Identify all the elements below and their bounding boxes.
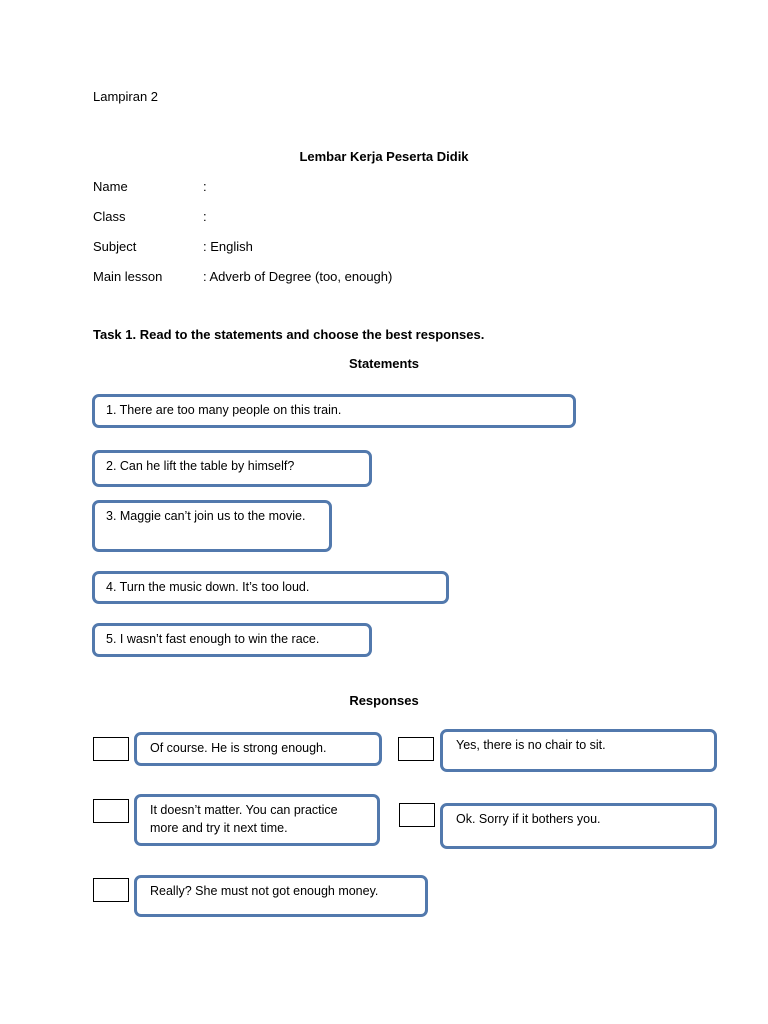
field-value: : (203, 179, 207, 194)
field-value: : English (203, 239, 253, 254)
statement-box: 3. Maggie can’t join us to the movie. (92, 500, 332, 552)
field-label: Name (93, 179, 128, 194)
field-value: : (203, 209, 207, 224)
statement-box: 4. Turn the music down. It’s too loud. (92, 571, 449, 604)
worksheet-title: Lembar Kerja Peserta Didik (299, 149, 469, 164)
response-box: Of course. He is strong enough. (134, 732, 382, 766)
field-label: Class (93, 209, 126, 224)
responses-title: Responses (349, 693, 419, 708)
answer-checkbox[interactable] (93, 737, 129, 761)
field-value: : Adverb of Degree (too, enough) (203, 269, 393, 284)
response-box: It doesn’t matter. You can practice more and try it next time. (134, 794, 380, 846)
response-box: Ok. Sorry if it bothers you. (440, 803, 717, 849)
response-box: Really? She must not got enough money. (134, 875, 428, 917)
statement-box: 1. There are too many people on this train. (92, 394, 576, 428)
field-label: Subject (93, 239, 137, 254)
answer-checkbox[interactable] (93, 878, 129, 902)
statements-title: Statements (348, 356, 420, 371)
task-instruction: Task 1. Read to the statements and choose the best responses. (93, 327, 485, 342)
statement-box: 5. I wasn’t fast enough to win the race. (92, 623, 372, 657)
statement-box: 2. Can he lift the table by himself? (92, 450, 372, 487)
field-label: Main lesson (93, 269, 163, 284)
answer-checkbox[interactable] (398, 737, 434, 761)
page-heading: Lampiran 2 (93, 89, 159, 104)
answer-checkbox[interactable] (399, 803, 435, 827)
response-box: Yes, there is no chair to sit. (440, 729, 717, 772)
answer-checkbox[interactable] (93, 799, 129, 823)
